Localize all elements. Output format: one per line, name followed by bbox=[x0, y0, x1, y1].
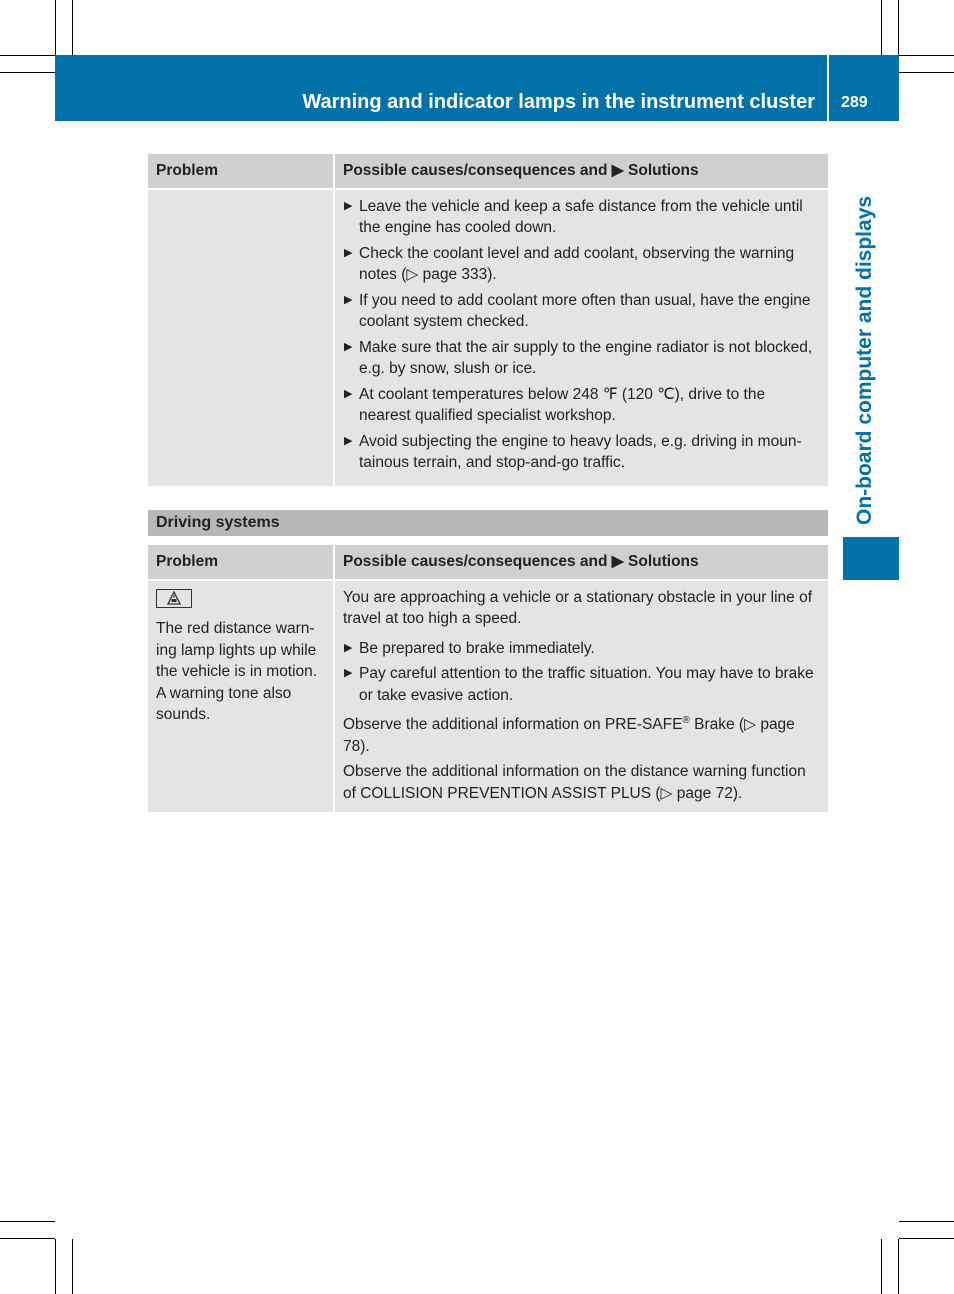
table-row bbox=[148, 580, 828, 813]
list-item bbox=[343, 337, 821, 380]
registered-mark: ® bbox=[682, 714, 690, 726]
page-title: Warning and indicator lamps in the instrument cluster bbox=[302, 91, 815, 113]
bullet-arrow-icon: ▶ bbox=[344, 199, 353, 212]
bullet-arrow-icon: ▶ bbox=[344, 641, 353, 654]
pre-safe-note-text: Observe the additional information on PRE-SAFE bbox=[343, 716, 683, 733]
bullet-text: At coolant temperatures below 248 ℉ (120 ℃), drive to the nearest qualified specialist workshop. bbox=[359, 385, 766, 424]
crop-mark bbox=[72, 1239, 73, 1294]
crop-mark bbox=[72, 0, 73, 55]
solutions-cell bbox=[334, 580, 828, 813]
crop-mark bbox=[899, 72, 954, 73]
page-number: 289 bbox=[841, 94, 868, 111]
crop-mark bbox=[899, 1221, 954, 1222]
crop-mark bbox=[0, 55, 55, 56]
bullet-arrow-icon: ▶ bbox=[344, 434, 353, 447]
bullet-text: Leave the vehicle and keep a safe distance from the vehicle until the engine has cooled down. bbox=[359, 197, 803, 236]
pre-safe-note bbox=[343, 714, 821, 757]
intro-text: You are approaching a vehicle or a stationary obstacle in your line of travel at too high a speed. bbox=[343, 588, 813, 627]
bullet-arrow-icon: ▶ bbox=[344, 340, 353, 353]
list-item bbox=[343, 663, 821, 706]
list-item bbox=[343, 431, 821, 474]
crop-mark bbox=[55, 0, 56, 55]
list-item bbox=[343, 196, 821, 239]
list-item bbox=[343, 290, 821, 333]
solutions-header-post: Solutions bbox=[628, 553, 699, 570]
problem-header: Problem bbox=[148, 154, 334, 189]
bullet-text: Be prepared to brake immediately. bbox=[359, 639, 595, 657]
crop-mark bbox=[55, 1239, 56, 1294]
problem-header: Problem bbox=[148, 545, 334, 580]
section-heading: Driving systems bbox=[148, 510, 828, 536]
list-item bbox=[343, 243, 821, 286]
driving-systems-table bbox=[148, 545, 828, 812]
bullet-text: Check the coolant level and add coolant, observing the warning notes (▷ page 333). bbox=[359, 244, 795, 283]
crop-mark bbox=[881, 0, 882, 55]
bullet-arrow-icon: ▶ bbox=[344, 293, 353, 306]
crop-mark bbox=[0, 1238, 55, 1239]
crop-mark bbox=[881, 1239, 882, 1294]
bullet-arrow-icon: ▶ bbox=[344, 387, 353, 400]
crop-mark bbox=[0, 72, 55, 73]
bullet-text: Make sure that the air supply to the engine radiator is not blocked, e.g. by snow, slush or ice. bbox=[359, 338, 813, 377]
problem-text: The red distance warning lamp lights up while the vehicle is in motion. A warning tone also sounds. bbox=[156, 620, 318, 723]
chapter-tab bbox=[843, 537, 899, 580]
list-item bbox=[343, 638, 821, 660]
bullet-arrow-icon: ▶ bbox=[344, 667, 353, 679]
table-row bbox=[148, 189, 828, 486]
bullet-text: Pay careful attention to the traffic situation. You may have to brake or take evasive action. bbox=[359, 665, 814, 704]
solutions-header bbox=[334, 154, 828, 189]
chapter-label: On-board computer and displays bbox=[853, 195, 876, 525]
list-item bbox=[343, 384, 821, 427]
bullet-arrow-icon: ▶ bbox=[344, 246, 353, 259]
solutions-header bbox=[334, 545, 828, 580]
crop-mark bbox=[899, 1238, 954, 1239]
crop-mark bbox=[898, 0, 899, 55]
solutions-header-post: Solutions bbox=[628, 162, 699, 179]
arrow-icon: ▶ bbox=[611, 162, 624, 179]
distance-warning-note: Observe the additional information on the distance warning function of COLLISION PREVENTION ASSIST PLUS (▷ page 72). bbox=[343, 763, 806, 802]
coolant-table bbox=[148, 154, 828, 486]
solutions-cell bbox=[334, 189, 828, 486]
page-number-box bbox=[829, 55, 899, 121]
problem-cell bbox=[148, 189, 334, 486]
bullet-text: Avoid subjecting the engine to heavy loads, e.g. driving in mountainous terrain, and stop-and-go traffic. bbox=[359, 432, 802, 471]
distance-warning-icon bbox=[156, 589, 192, 608]
solutions-header-pre: Possible causes/consequences and bbox=[343, 162, 608, 179]
bullet-text: If you need to add coolant more often than usual, have the engine coolant system checked. bbox=[359, 291, 811, 330]
problem-cell bbox=[148, 580, 334, 813]
crop-mark bbox=[898, 1239, 899, 1294]
pre-safe-note-page: Brake (▷ page 78). bbox=[343, 716, 795, 755]
solutions-header-pre: Possible causes/consequences and bbox=[343, 553, 608, 570]
table-header-row bbox=[148, 154, 828, 189]
arrow-icon: ▶ bbox=[611, 553, 624, 570]
crop-mark bbox=[899, 55, 954, 56]
page-header bbox=[55, 55, 827, 121]
table-header-row bbox=[148, 545, 828, 580]
crop-mark bbox=[0, 1221, 55, 1222]
